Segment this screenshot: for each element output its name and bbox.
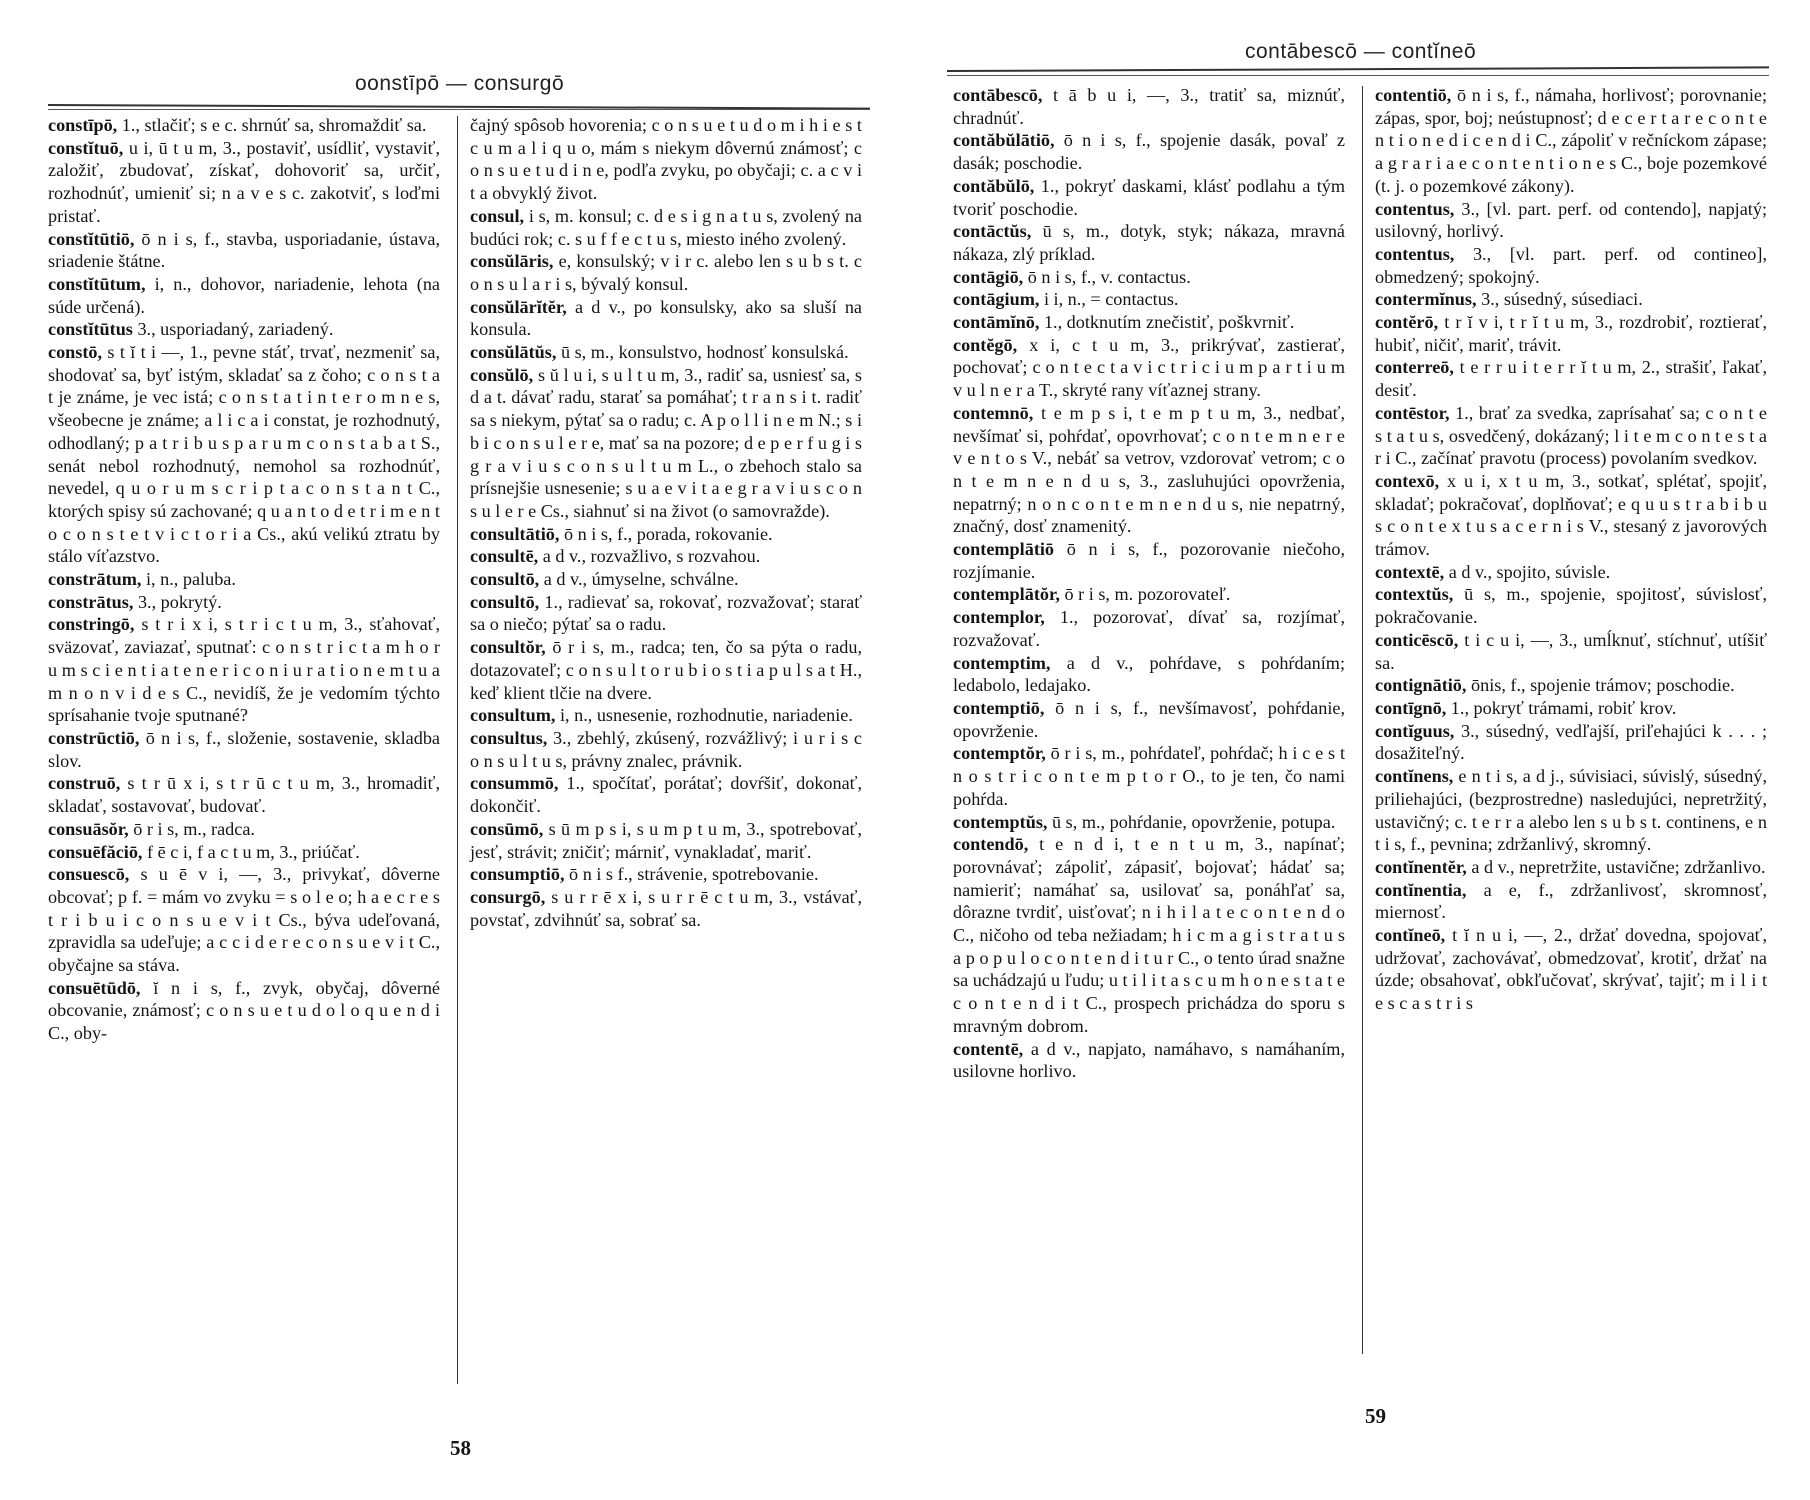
dictionary-entry bbox=[953, 697, 1345, 742]
entry-definition: t i c u i, —, 3., umĺknuť, stíchnuť, utíšiť sa. bbox=[1375, 629, 1767, 673]
entry-headword: contignātiō, bbox=[1375, 675, 1467, 696]
entry-definition: a d v., napjato, namáhavo, s namáhaním, usilovne horlivo. bbox=[953, 1038, 1345, 1082]
dictionary-entry bbox=[48, 613, 440, 727]
dictionary-entry bbox=[470, 205, 862, 250]
entry-headword: constĭtūtiō, bbox=[48, 228, 135, 249]
entry-headword: contĭguus, bbox=[1375, 720, 1455, 741]
entry-headword: constrātus, bbox=[48, 591, 134, 612]
dictionary-entry bbox=[470, 818, 862, 863]
entry-definition: ō n i s f., strávenie, spotrebovanie. bbox=[569, 864, 819, 885]
entry-definition: s u r r ē x i, s u r r ē c t u m, 3., vstávať, povstať, zdvihnúť sa, sobrať sa. bbox=[470, 886, 862, 930]
entry-headword: contīgnō, bbox=[1375, 697, 1447, 718]
dictionary-entry bbox=[1375, 84, 1767, 198]
entry-headword: constĭtūtus bbox=[48, 319, 133, 340]
entry-definition: ō n i s, f., námaha, horlivosť; porovnanie; zápas, spor, boj; neústupnosť; d e c e r t a r e c o n t e n t i o n e d i c e n d i C., zápoliť v rečníckom zápase; a g r a r i a e c o n t e n t i o n e s C., boje pozemkové (t. j. o pozemkové zákony). bbox=[1375, 85, 1767, 196]
entry-headword: consul, bbox=[470, 205, 525, 226]
entry-definition: 1., dotknutím znečistiť, poškvrniť. bbox=[1043, 312, 1295, 333]
entry-headword: consuēfăciō, bbox=[48, 841, 143, 862]
dictionary-entry bbox=[48, 727, 440, 772]
entry-definition: a e, f., zdržanlivosť, skromnosť, miernosť. bbox=[1375, 879, 1768, 923]
entry-definition: 1., radievať sa, rokovať, rozvažovať; starať sa o niečo; pýtať sa o radu. bbox=[470, 591, 862, 635]
entry-definition: ō r i s, m., pohŕdateľ, pohŕdač; h i c e s t n o s t r i c o n t e m p t o r O., to je ten, čo nami pohŕda. bbox=[953, 743, 1346, 809]
entry-definition: ō r i s, m., radca. bbox=[133, 818, 255, 839]
entry-definition: t e r r u i t e r r ĭ t u m, 2., strašiť, ľakať, desiť. bbox=[1375, 357, 1767, 401]
entry-headword: consŭlārĭtĕr, bbox=[470, 296, 567, 317]
dictionary-entry bbox=[953, 220, 1345, 265]
columns bbox=[48, 114, 870, 1414]
entry-headword: consumptiō, bbox=[470, 864, 565, 885]
entry-definition: ō n i s, f., nevšímavosť, pohŕdanie, opovrženie. bbox=[953, 697, 1346, 741]
dictionary-entry bbox=[1375, 765, 1767, 856]
dictionary-entry bbox=[953, 84, 1345, 129]
header-rule-thin bbox=[947, 75, 1769, 76]
dictionary-entry bbox=[1375, 583, 1767, 628]
entry-headword: contermĭnus, bbox=[1375, 289, 1477, 310]
entry-definition: 1., pokryť daskami, klásť podlahu a tým tvoriť poschodie. bbox=[953, 175, 1345, 219]
entry-headword: contextē, bbox=[1375, 561, 1445, 582]
entry-definition: ū s, m., konsulstvo, hodnosť konsulská. bbox=[560, 342, 849, 363]
dictionary-entry bbox=[470, 568, 862, 591]
entry-definition: 1., pokryť trámami, robiť krov. bbox=[1450, 697, 1677, 718]
dictionary-entry bbox=[470, 727, 862, 772]
entry-definition: ō n i s, f., v. contactus. bbox=[1027, 266, 1191, 287]
entry-headword: contemplor, bbox=[953, 607, 1045, 628]
entry-headword: contemnō, bbox=[953, 402, 1034, 423]
entry-headword: consultō, bbox=[470, 569, 540, 590]
dictionary-entry bbox=[48, 568, 440, 591]
entry-definition: ō n i s, f., spojenie dasák, povaľ z dasák; poschodie. bbox=[953, 130, 1346, 174]
entry-headword: contentē, bbox=[953, 1038, 1024, 1059]
entry-headword: consuētūdō, bbox=[48, 977, 141, 998]
entry-headword: consultō, bbox=[470, 591, 540, 612]
entry-headword: consŭlō, bbox=[470, 364, 534, 385]
entry-definition: 3., [vl. part. perf. od contendo], napjatý; usilovný, horlivý. bbox=[1375, 198, 1768, 242]
columns bbox=[953, 84, 1775, 1394]
entry-headword: contentus, bbox=[1375, 198, 1455, 219]
dictionary-entry bbox=[953, 742, 1345, 810]
dictionary-entry bbox=[953, 175, 1345, 220]
dictionary-entry bbox=[953, 288, 1345, 311]
dictionary-entry bbox=[48, 591, 440, 614]
entry-headword: contāgiō, bbox=[953, 266, 1024, 287]
entry-headword: contextŭs, bbox=[1375, 584, 1454, 605]
entry-headword: contemptŏr, bbox=[953, 743, 1046, 764]
dictionary-entry bbox=[470, 772, 862, 817]
dictionary-entry bbox=[48, 228, 440, 273]
entry-definition: 3., pokrytý. bbox=[137, 591, 222, 612]
dictionary-entry bbox=[1375, 720, 1767, 765]
entry-definition: čajný spôsob hovorenia; c o n s u e t u d o m i h i e s t c u m a l i q u o, mám s niekym dôvernú známosť; c o n s u e t u d i n e, podľa zvyku, po obyčaji; c. a c v i t a obvyklý život. bbox=[470, 115, 862, 204]
dictionary-entry bbox=[953, 334, 1345, 402]
entry-definition: s t r ū x i, s t r ū c t u m, 3., hromadiť, skladať, sostavovať, budovať. bbox=[48, 773, 440, 817]
dictionary-entry bbox=[470, 545, 862, 568]
dictionary-entry bbox=[953, 311, 1345, 334]
entry-headword: contāctŭs, bbox=[953, 221, 1032, 242]
dictionary-entry bbox=[1375, 629, 1767, 674]
entry-definition: x i, c t u m, 3., prikrývať, zastierať, pochovať; c o n t e c t a v i c t r i c i u m p a r t i u m v u l n e r a T., skryté rany víťaznej strany. bbox=[953, 334, 1345, 401]
dictionary-entry bbox=[1375, 561, 1767, 584]
dictionary-entry bbox=[470, 704, 862, 727]
entry-definition: t ā b u i, —, 3., tratiť sa, miznúť, chradnúť. bbox=[953, 85, 1345, 128]
entry-headword: contexō, bbox=[1375, 470, 1440, 491]
dictionary-entry bbox=[48, 977, 440, 1045]
page-number: 58 bbox=[450, 1436, 471, 1460]
entry-definition: ō n i s, f., stavba, usporiadanie, ústava, sriadenie štátne. bbox=[48, 228, 440, 272]
entry-headword: constrūctiō, bbox=[48, 727, 140, 748]
entry-definition: ĭ n i s, f., zvyk, obyčaj, dôverné obcovanie, známosť; c o n s u e t u d o l o q u e n d i C., oby- bbox=[48, 977, 441, 1044]
running-head: oonstīpō — consurgō bbox=[355, 72, 565, 95]
running-head: contābescō — contĭneō bbox=[1245, 40, 1477, 63]
dictionary-entry bbox=[48, 818, 440, 841]
entry-headword: consummō, bbox=[470, 773, 559, 794]
entry-headword: consultŏr, bbox=[470, 637, 546, 658]
dictionary-entry bbox=[470, 250, 862, 295]
entry-definition: t e m p s i, t e m p t u m, 3., nedbať, nevšímať si, pohŕdať, opovrhovať; c o n t e m n e r e v e n t o s V., nebáť sa vetrov, vzdorovať vetrom; c o n t e m n e n d u s, 3., zasluhujúci opovrženia, nepatrný; n o n c o n t e m n e n d u s, nie nepatrný, značný, dosť znamenitý. bbox=[953, 402, 1345, 537]
entry-headword: consŭlāris, bbox=[470, 251, 554, 272]
dictionary-entry bbox=[1375, 697, 1767, 720]
dictionary-entry bbox=[953, 1038, 1345, 1083]
entry-headword: contemptim, bbox=[953, 652, 1051, 673]
column-left bbox=[953, 84, 1345, 1083]
column-right bbox=[1375, 84, 1767, 1015]
entry-definition: 1., brať za svedka, zaprísahať sa; c o n t e s t a t u s, osvedčený, dokázaný; l i t e m c o n t e s t a r i C., začínať pravotu (process) povolaním svedkov. bbox=[1375, 402, 1767, 469]
dictionary-entry bbox=[470, 296, 862, 341]
entry-definition: s t ĭ t i —, 1., pevne stáť, trvať, nezmeniť sa, shodovať sa, byť istým, skladať sa z čoho; c o n s t a t je známe, je vec istá; c o n s t a t i n t e r o m n e s, všeobecne je známe; a l i c a i constat, je rozhodnutý, odhodlaný; p a t r i b u s p a r u m c o n s t a b a t S., senát nebol rozhodnutý, nemohol sa rozhodnúť, nevedel, q u o r u m s c r i p t a c o n s t a n t C., ktorých spisy sú zachované; q u a n t o d e t r i m e n t o c o n s t e t v i c t o r i a Cs., akú velikú ztratu by stálo víťazstvo. bbox=[48, 342, 440, 567]
dictionary-entry bbox=[1375, 924, 1767, 1015]
entry-definition: s u ē v i, —, 3., privykať, dôverne obcovať; p f. = mám vo zvyku = s o l e o; h a e c r e s t r i b u i c o n s u e v i t Cs., býva udeľovaná, zpravidla sa udeľuje; a c c i d e r e c o n s u e v i t C., obyčajne sa stáva. bbox=[48, 864, 441, 976]
dictionary-entry bbox=[953, 402, 1345, 538]
entry-headword: constrātum, bbox=[48, 569, 142, 590]
dictionary-entry bbox=[953, 606, 1345, 651]
entry-headword: constō, bbox=[48, 342, 103, 363]
entry-definition: ū s, m., dotyk, styk; nákaza, mravná nákaza, zlý príklad. bbox=[953, 221, 1345, 264]
entry-headword: constīpō, bbox=[48, 115, 118, 135]
entry-headword: consultātiō, bbox=[470, 523, 560, 544]
entry-definition: 3., usporiadaný, zariadený. bbox=[137, 319, 334, 340]
dictionary-entry bbox=[470, 636, 862, 704]
entry-headword: contāmĭnō, bbox=[953, 312, 1040, 333]
entry-headword: contĕrō, bbox=[1375, 312, 1439, 333]
entry-definition: 1., stlačiť; s e c. shrnúť sa, shromaždiť sa. bbox=[121, 115, 427, 135]
entry-headword: contemplātiō bbox=[953, 539, 1055, 560]
dictionary-entry bbox=[48, 341, 440, 568]
dictionary-entry bbox=[1375, 879, 1767, 924]
header-rule bbox=[947, 66, 1769, 72]
dictionary-entry bbox=[48, 114, 440, 137]
entry-headword: consuāsŏr, bbox=[48, 818, 129, 839]
dictionary-entry bbox=[48, 841, 440, 864]
entry-definition: a d v., rozvažlivo, s rozvahou. bbox=[542, 546, 761, 567]
entry-headword: contĭneō, bbox=[1375, 925, 1446, 946]
entry-headword: constĭtuō, bbox=[48, 137, 124, 158]
entry-headword: construō, bbox=[48, 773, 121, 794]
entry-headword: consuescō, bbox=[48, 864, 130, 885]
dictionary-entry bbox=[1375, 856, 1767, 879]
entry-definition: i, n., dohovor, nariadenie, lehota (na súde určená). bbox=[48, 273, 441, 317]
entry-definition: e n t i s, a d j., súvisiaci, súvislý, súsedný, priliehajúci, (bezprostredne) nasledujúci, nepretržitý, ustavičný; c. t e r r a alebo len s u b s t. continens, e n t i s, f., pevnina; zdržanlivý, skromný. bbox=[1375, 766, 1767, 855]
entry-headword: contāgium, bbox=[953, 289, 1040, 310]
entry-headword: contăbŭlō, bbox=[953, 175, 1035, 196]
entry-headword: contentus, bbox=[1375, 243, 1455, 264]
entry-headword: contābescō, bbox=[953, 85, 1043, 105]
entry-headword: consurgō, bbox=[470, 886, 546, 907]
entry-definition: a d v., spojito, súvisle. bbox=[1448, 561, 1611, 582]
dictionary-entry bbox=[470, 364, 862, 523]
entry-definition: ō r i s, m. pozorovateľ. bbox=[1064, 584, 1231, 605]
entry-headword: contemptŭs, bbox=[953, 811, 1048, 832]
entry-headword: contĭnentia, bbox=[1375, 879, 1467, 900]
dictionary-entry bbox=[1375, 198, 1767, 243]
entry-headword: constringō, bbox=[48, 614, 135, 635]
dictionary-entry bbox=[1375, 288, 1767, 311]
entry-definition: s ŭ l u i, s u l t u m, 3., radiť sa, usniesť sa, s d a t. dávať radu, starať sa pomáhať; t r a n s i t. radiť sa s niekym, pýtať sa o radu; c. A p o l l i n e m N.; s i b i c o n s u l e r e, mať sa na pozore; d e p e r f u g i s g r a v i u s c o n s u l t u m L., o zbehoch stalo sa prísnejšie usnesenie; s u a e v i t a e g r a v i u s c o n s u l e r e Cs., siahnuť si na život (o samovražde). bbox=[470, 364, 862, 521]
entry-definition: 3., zbehlý, zkúsený, rozvážlivý; i u r i s c o n s u l t u s, právny znalec, právnik. bbox=[470, 727, 863, 771]
entry-definition: f ē c i, f a c t u m, 3., priúčať. bbox=[147, 841, 360, 862]
entry-definition: 3., súsedný, vedľajší, priľehajúci k . . . ; dosažiteľný. bbox=[1375, 720, 1768, 764]
dictionary-entry bbox=[48, 863, 440, 977]
entry-definition: s t r i x i, s t r i c t u m, 3., sťahovať, sväzovať, zaviazať, sputnať: c o n s t r i c t a m h o r u m s c i e n t i a t e n e r i c o n i u r a t i o n e m t u a m n o n v i d e s C., nevidíš, že je vedomím týchto sprísahanie tvoje sputnané? bbox=[48, 614, 440, 726]
entry-headword: conticēscō, bbox=[1375, 629, 1459, 650]
dictionary-entry bbox=[470, 863, 862, 886]
entry-definition: s ū m p s i, s u m p t u m, 3., spotrebovať, jesť, strávit; zničiť; márniť, vynakladať, mariť. bbox=[470, 818, 862, 862]
entry-definition: i i, n., = contactus. bbox=[1043, 289, 1179, 310]
entry-definition: ō n i s, f., složenie, sostavenie, skladba slov. bbox=[48, 727, 440, 771]
entry-headword: contĭnens, bbox=[1375, 766, 1454, 787]
entry-definition: 3., súsedný, súsediaci. bbox=[1481, 289, 1643, 310]
entry-headword: consultē, bbox=[470, 546, 539, 567]
dictionary-entry bbox=[1375, 674, 1767, 697]
entry-headword: consŭlātŭs, bbox=[470, 342, 557, 363]
entry-definition: ō r i s, m., radca; ten, čo sa pýta o radu, dotazovateľ; c o n s u l t o r u b i o s t i a p u l s a t H., keď klient tlčie na dvere. bbox=[470, 637, 863, 703]
entry-headword: contendō, bbox=[953, 834, 1029, 855]
entry-definition: ōnis, f., spojenie trámov; poschodie. bbox=[1471, 675, 1735, 696]
entry-definition: a d v., nepretržite, ustavične; zdržanlivo. bbox=[1471, 856, 1766, 877]
entry-definition: ū s, m., spojenie, spojitosť, súvislosť, pokračovanie. bbox=[1375, 584, 1768, 628]
column-left bbox=[48, 114, 440, 1045]
dictionary-entry bbox=[48, 137, 440, 228]
dictionary-entry bbox=[470, 591, 862, 636]
entry-definition: t r ĭ v i, t r ĭ t u m, 3., rozdrobiť, roztierať, hubiť, ničiť, mariť, trávit. bbox=[1375, 312, 1768, 355]
column-divider bbox=[457, 116, 458, 1384]
column-divider bbox=[1362, 86, 1363, 1354]
dictionary-entry bbox=[953, 583, 1345, 606]
entry-headword: contăbŭlātiō, bbox=[953, 130, 1055, 151]
entry-definition: e, konsulský; v i r c. alebo len s u b s t. c o n s u l a r i s, bývalý konsul. bbox=[470, 251, 863, 294]
entry-definition: 3., [vl. part. perf. od contineo], obmedzený; spokojný. bbox=[1375, 243, 1767, 287]
entry-definition: a d v., úmyselne, schválne. bbox=[543, 569, 739, 590]
entry-headword: consultus, bbox=[470, 727, 548, 748]
entry-definition: i, n., paluba. bbox=[146, 569, 236, 590]
dictionary-entry bbox=[470, 114, 862, 205]
dictionary-entry bbox=[1375, 470, 1767, 561]
dictionary-entry bbox=[953, 538, 1345, 583]
entry-definition: a d v., pohŕdave, s pohŕdaním; ledabolo, ledajako. bbox=[953, 652, 1345, 696]
dictionary-entry bbox=[953, 811, 1345, 834]
dictionary-entry bbox=[953, 652, 1345, 697]
header-rule-thin bbox=[48, 109, 870, 110]
dictionary-entry bbox=[1375, 402, 1767, 470]
entry-headword: contĕgō, bbox=[953, 334, 1018, 355]
entry-definition: ō n i s, f., pozorovanie niečoho, rozjímanie. bbox=[953, 539, 1346, 582]
entry-headword: contemptiō, bbox=[953, 697, 1045, 718]
dictionary-entry bbox=[953, 129, 1345, 174]
dictionary-entry bbox=[470, 523, 862, 546]
page-number: 59 bbox=[1365, 1404, 1386, 1428]
dictionary-entry bbox=[470, 886, 862, 931]
entry-headword: conterreō, bbox=[1375, 357, 1454, 378]
entry-headword: contemplātŏr, bbox=[953, 584, 1060, 605]
entry-definition: ū s, m., pohŕdanie, opovrženie, potupa. bbox=[1052, 811, 1336, 832]
entry-headword: contēstor, bbox=[1375, 402, 1450, 423]
dictionary-entry bbox=[1375, 243, 1767, 288]
entry-definition: 1., spočítať, porátať; dovŕšiť, dokonať, dokončiť. bbox=[470, 773, 863, 817]
dictionary-entry bbox=[953, 833, 1345, 1037]
entry-headword: constĭtūtum, bbox=[48, 273, 146, 294]
entry-definition: u i, ū t u m, 3., postaviť, usídliť, vystaviť, založiť, zbudovať, získať, dohovoriť sa, určiť, rozhodnúť, umieniť si; n a v e s c. zakotviť, s loďmi pristať. bbox=[48, 137, 440, 226]
entry-definition: i s, m. konsul; c. d e s i g n a t u s, zvolený na budúci rok; c. s u f f e c t u s, miesto iného zvolený. bbox=[470, 205, 863, 249]
entry-definition: 1., pozorovať, dívať sa, rozjímať, rozvažovať. bbox=[953, 607, 1345, 650]
entry-definition: i, n., usnesenie, rozhodnutie, nariadenie. bbox=[559, 705, 853, 726]
dictionary-entry bbox=[48, 273, 440, 318]
entry-definition: a d v., po konsulsky, ako sa sluší na konsula. bbox=[470, 296, 863, 340]
dictionary-entry bbox=[470, 341, 862, 364]
entry-definition: t ĭ n u i, —, 2., držať dovedna, spojovať, udržovať, zachovávať, obmedzovať, krotiť, držať na úzde; obsahovať, obkľučovať, skrývať, tajiť; m i l i t e s c a s t r i s bbox=[1375, 925, 1767, 1014]
entry-definition: t e n d i, t e n t u m, 3., napínať; porovnávať; zápoliť, zápasiť, bojovať; hádať sa; namieriť; namáhať sa, usilovať sa, ponáhľať sa, dôrazne tvrdiť, uisťovať; n i h i l a t e c o n t e n d o C., ničoho od teba nežiadam; h i c m a g i s t r a t u s a p o p u l o c o n t e n d i t u r C., o tento úrad snažne sa uchádzajú u ľudu; u t i l i t a s c u m h o n e s t a t e c o n t e n d i t C., prospech prichádza do sporu s mravným dobrom. bbox=[953, 834, 1346, 1036]
dictionary-entry bbox=[1375, 311, 1767, 356]
dictionary-entry bbox=[1375, 356, 1767, 401]
entry-headword: contentiō, bbox=[1375, 85, 1452, 105]
entry-definition: x u i, x t u m, 3., sotkať, splétať, spojiť, skladať; pokračovať, doplňovať; e q u u s t r a b i b u s c o n t e x t u s a c e r n i s V., stesaný z javorových trámov. bbox=[1375, 470, 1767, 560]
dictionary-entry bbox=[953, 266, 1345, 289]
entry-headword: consūmō, bbox=[470, 818, 544, 839]
entry-definition: ō n i s, f., porada, rokovanie. bbox=[563, 523, 773, 544]
dictionary-entry bbox=[48, 318, 440, 341]
right-page bbox=[905, 0, 1810, 1500]
column-right bbox=[470, 114, 862, 931]
entry-headword: consultum, bbox=[470, 705, 556, 726]
dictionary-entry bbox=[48, 772, 440, 817]
entry-headword: contĭnentĕr, bbox=[1375, 856, 1467, 877]
